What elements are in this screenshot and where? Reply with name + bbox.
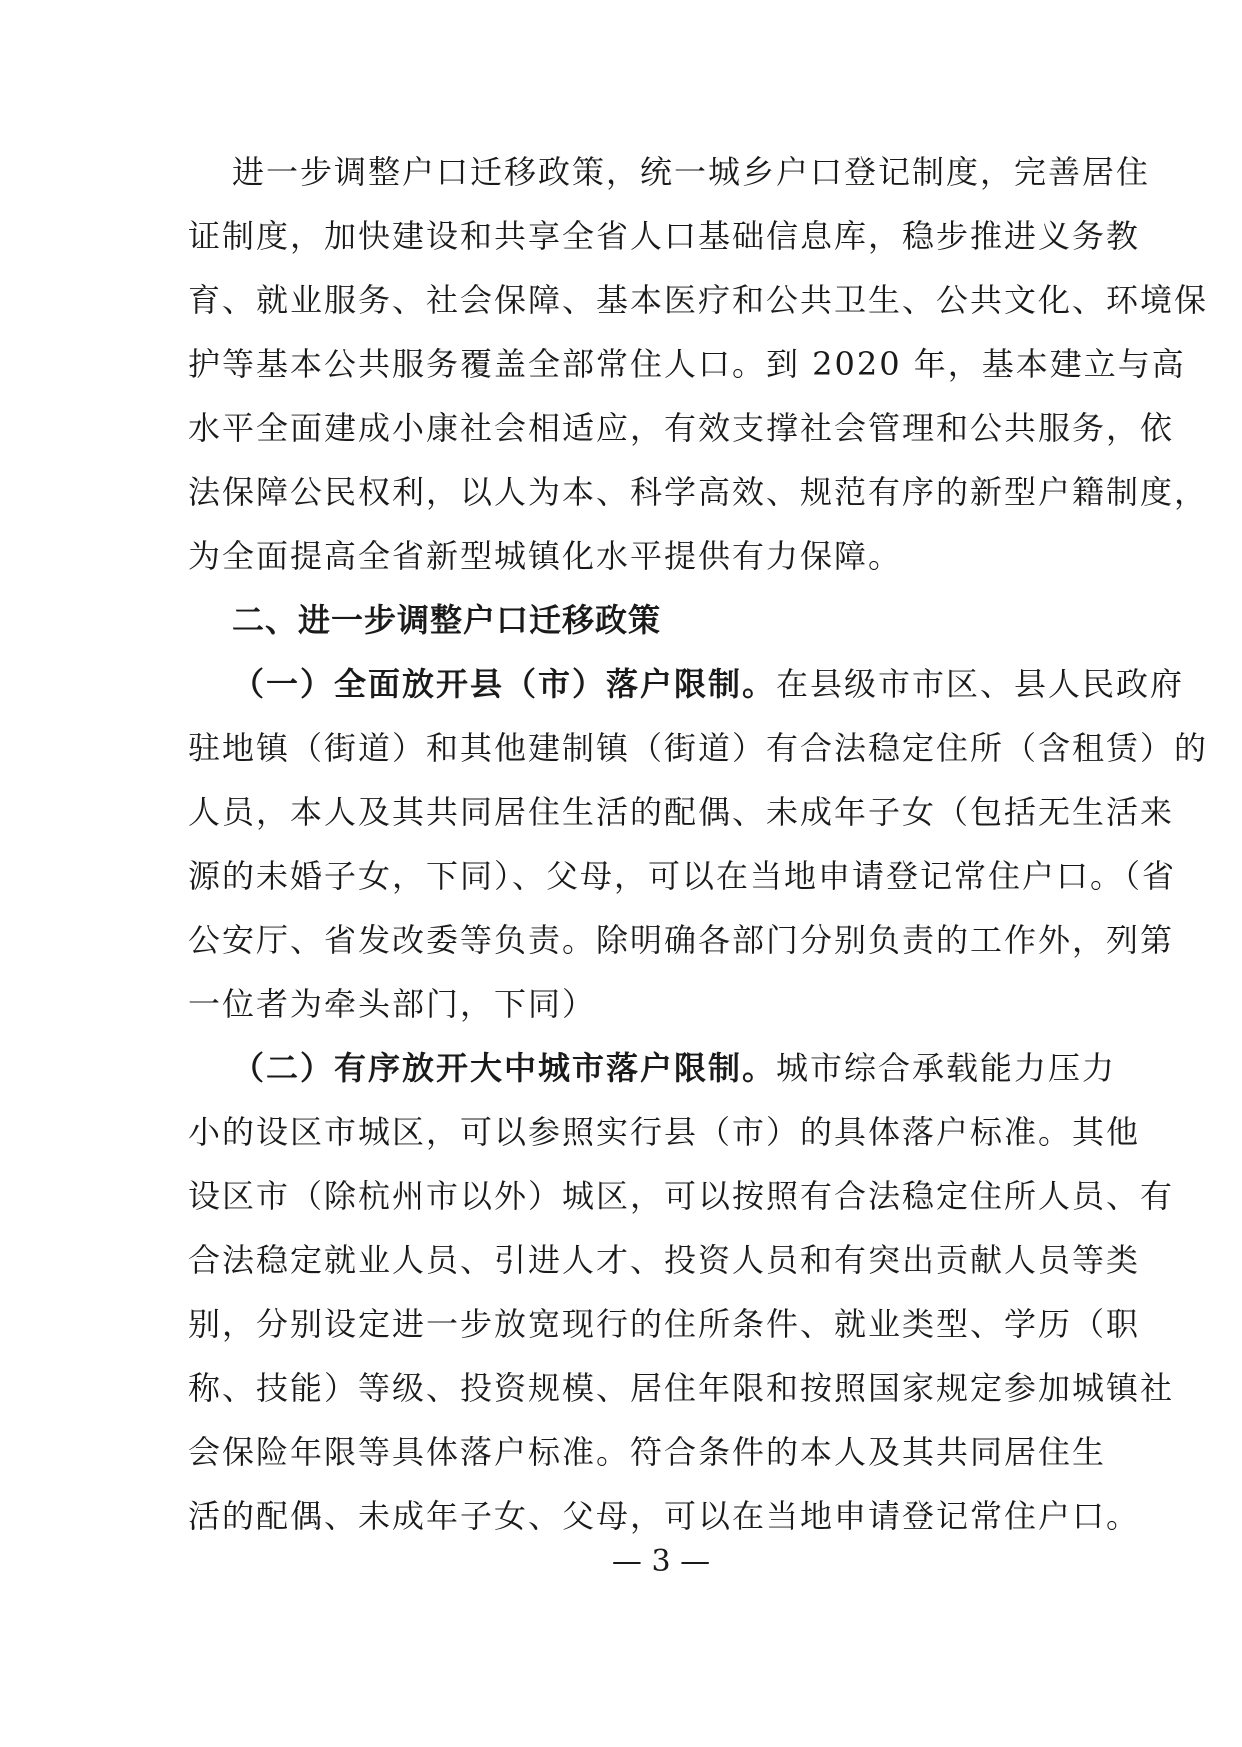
paragraph-line: 一位者为牵头部门，下同） [188, 985, 597, 1023]
paragraph-line: 别，分别设定进一步放宽现行的住所条件、就业类型、学历（职 [188, 1305, 1141, 1343]
item-title: （一）全面放开县（市）落户限制。 [232, 665, 777, 703]
paragraph-line: 称、技能）等级、投资规模、居住年限和按照国家规定参加城镇社 [188, 1369, 1175, 1407]
paragraph-line: 设区市（除杭州市以外）城区，可以按照有合法稳定住所人员、有 [188, 1177, 1175, 1215]
paragraph-line: 源的未婚子女，下同）、父母，可以在当地申请登记常住户口。（省 [188, 857, 1177, 895]
paragraph-line: 育、就业服务、社会保障、基本医疗和公共卫生、公共文化、环境保 [188, 281, 1209, 319]
item-title: （二）有序放开大中城市落户限制。 [232, 1049, 777, 1087]
paragraph-line: 法保障公民权利，以人为本、科学高效、规范有序的新型户籍制度， [188, 473, 1209, 511]
page-number: — 3 — [611, 1544, 711, 1579]
paragraph-line: 会保险年限等具体落户标准。符合条件的本人及其共同居住生 [188, 1433, 1107, 1471]
item-text: 城市综合承载能力压力 [776, 1049, 1117, 1087]
paragraph-line: 进一步调整户口迁移政策，统一城乡户口登记制度，完善居住 [232, 153, 1151, 191]
paragraph-line: 公安厅、省发改委等负责。除明确各部门分别负责的工作外，列第 [188, 921, 1175, 959]
paragraph-line: 活的配偶、未成年子女、父母，可以在当地申请登记常住户口。 [188, 1497, 1141, 1535]
paragraph-line: 为全面提高全省新型城镇化水平提供有力保障。 [188, 537, 903, 575]
paragraph-line: 人员，本人及其共同居住生活的配偶、未成年子女（包括无生活来 [188, 793, 1175, 831]
paragraph-line: 合法稳定就业人员、引进人才、投资人员和有突出贡献人员等类 [188, 1241, 1141, 1279]
item-text: 在县级市市区、县人民政府 [776, 665, 1185, 703]
paragraph-line: 护等基本公共服务覆盖全部常住人口。到 2020 年，基本建立与高 [188, 345, 1186, 383]
paragraph-line: 水平全面建成小康社会相适应，有效支撑社会管理和公共服务，依 [188, 409, 1175, 447]
paragraph-line: 小的设区市城区，可以参照实行县（市）的具体落户标准。其他 [188, 1113, 1141, 1151]
item-first-line [232, 1036, 1117, 1100]
item-first-line [232, 652, 1185, 716]
paragraph-line: 驻地镇（街道）和其他建制镇（街道）有合法稳定住所（含租赁）的 [188, 729, 1209, 767]
section-heading: 二、进一步调整户口迁移政策 [232, 601, 662, 639]
paragraph-line: 证制度，加快建设和共享全省人口基础信息库，稳步推进义务教 [188, 217, 1141, 255]
